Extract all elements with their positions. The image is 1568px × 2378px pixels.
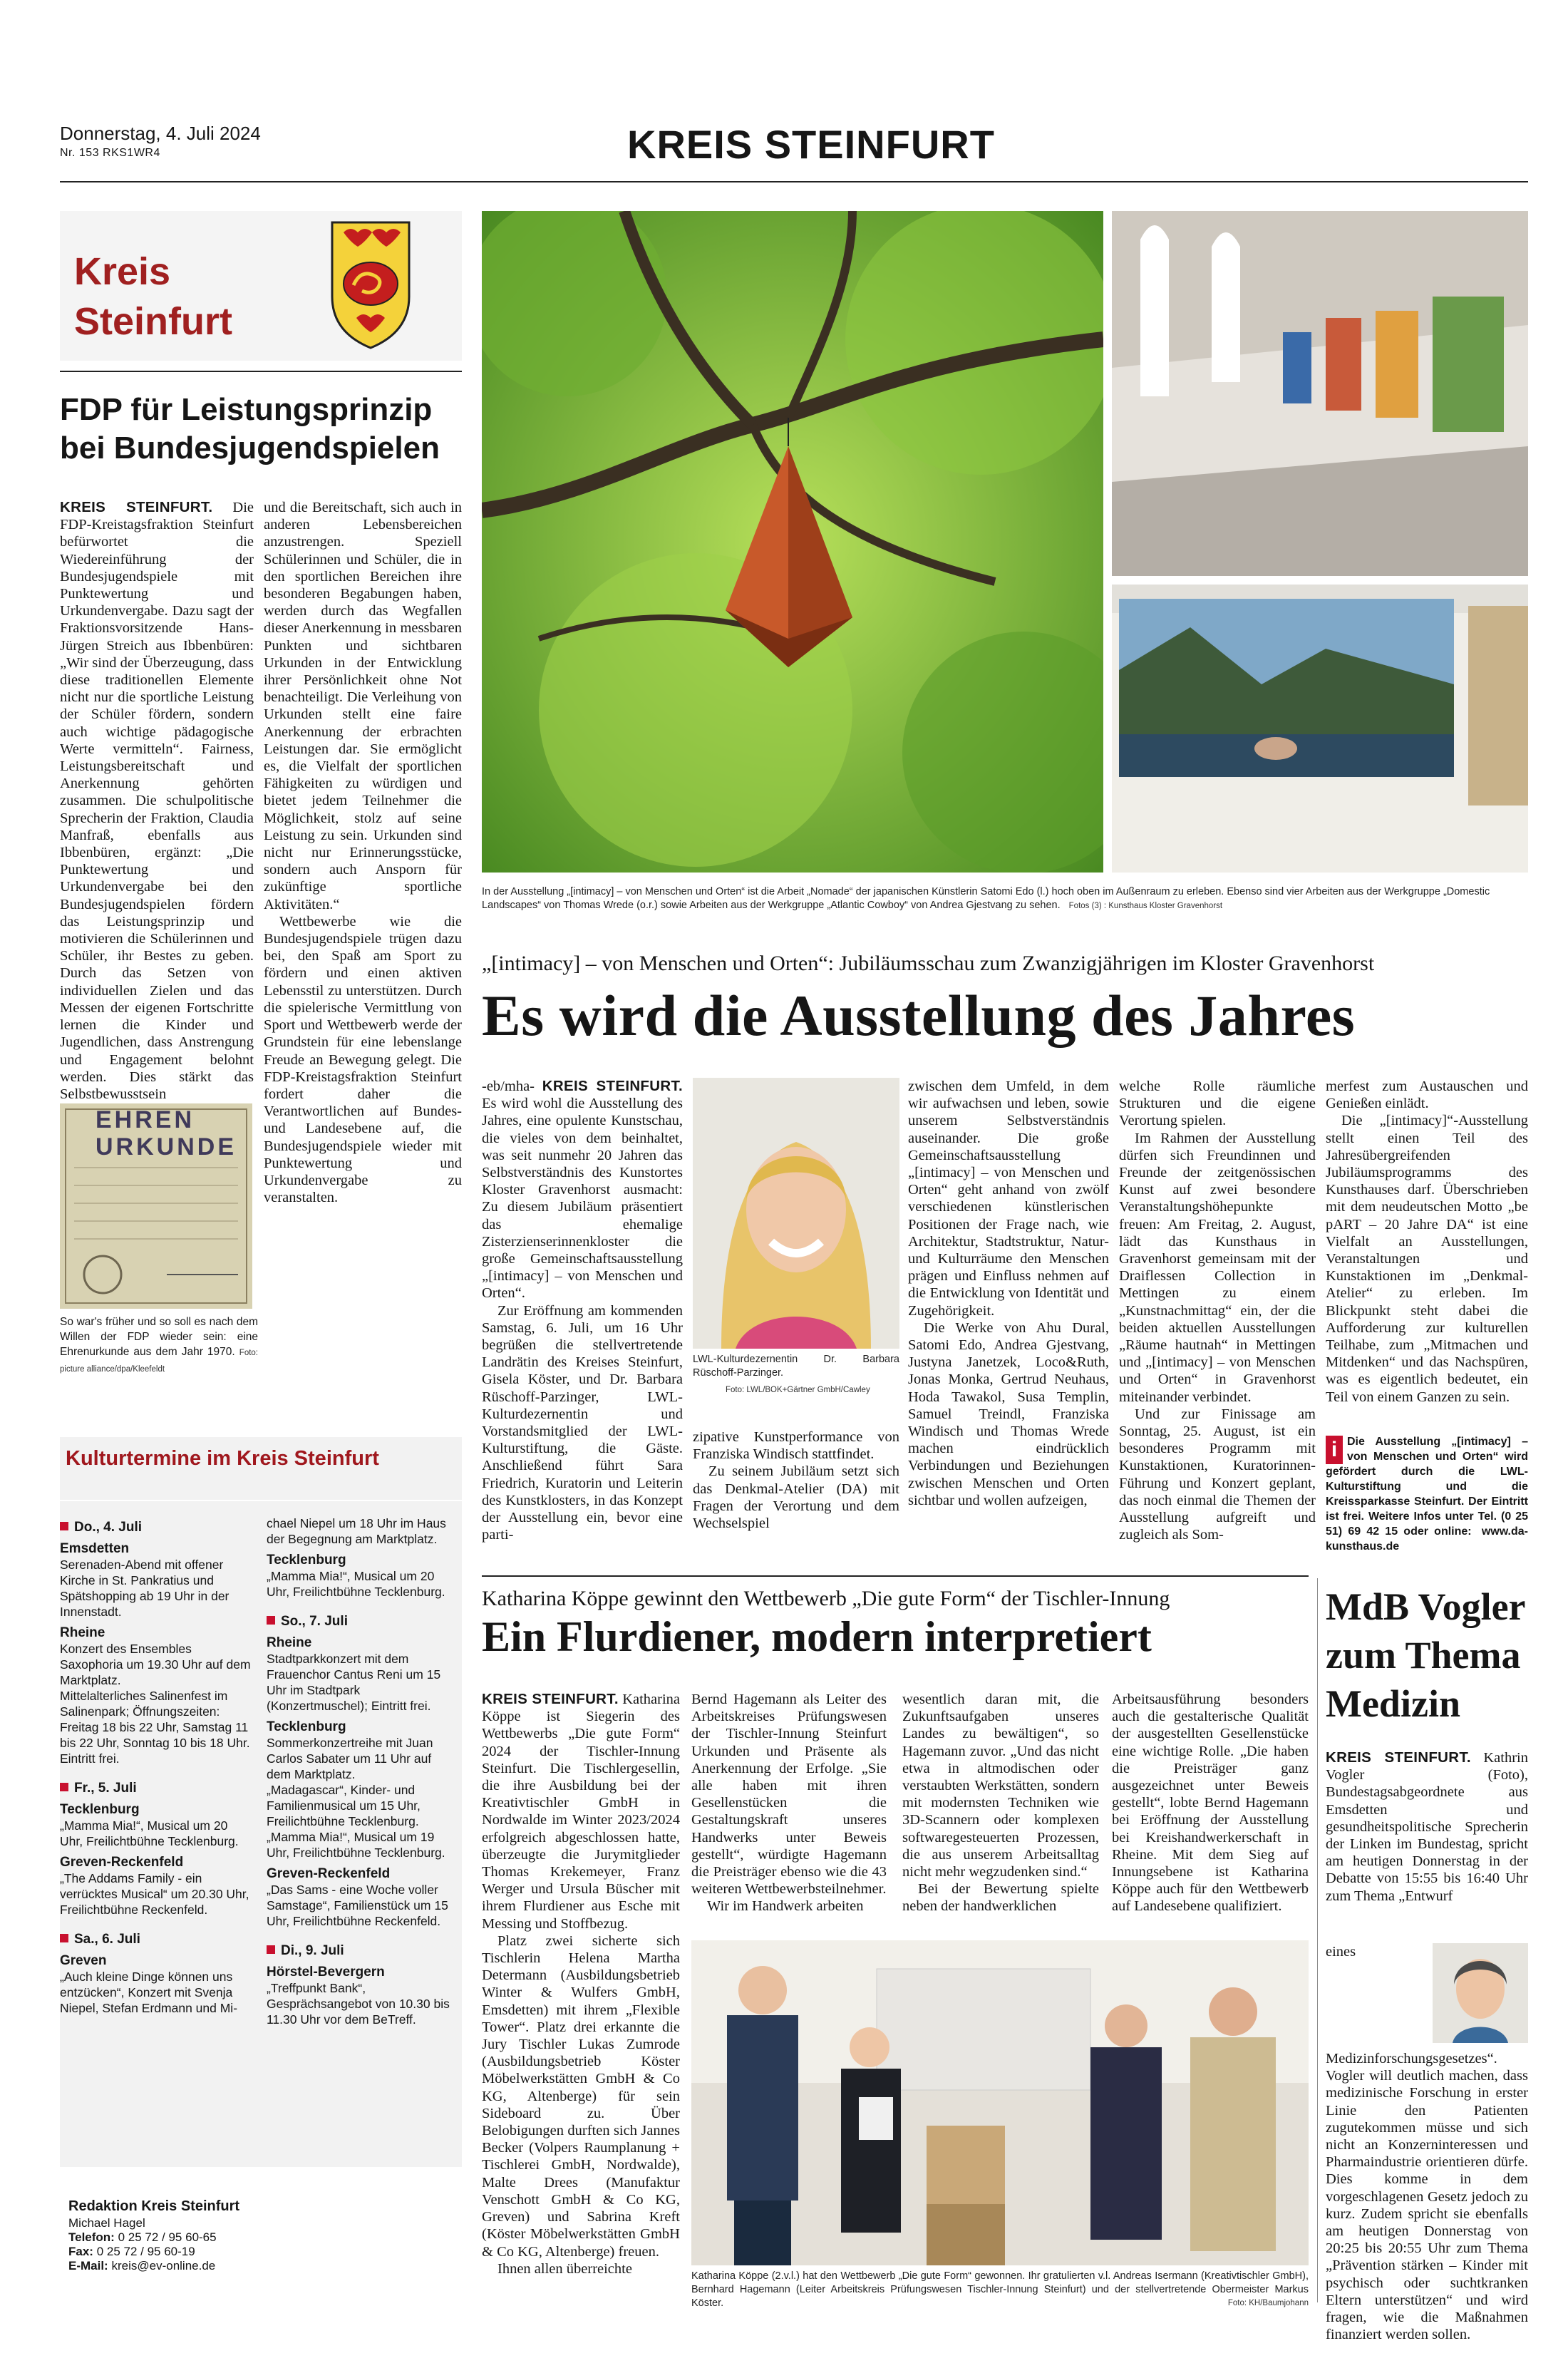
event-description: Mittelalterliches Salinenfest im Salinenpark; Öffnungszeiten: Freitag 18 bis 22 Uhr, Samstag 11 bis 22 Uhr, Sonntag 10 bis 18 Uhr. Eintritt frei. <box>60 1689 250 1766</box>
exhibition-column-3 <box>908 1078 1109 1509</box>
tischler-photo-caption <box>691 2270 1309 2310</box>
exhibition-info-box <box>1326 1434 1528 1554</box>
event-place: Tecklenburg <box>267 1719 346 1734</box>
redaktion-title: Redaktion Kreis Steinfurt <box>68 2198 240 2214</box>
exhibition-column-4 <box>1119 1078 1316 1543</box>
tischler-text-1: Katharina Köppe ist Siegerin des Wettbewerbs „Die gute Form“ 2024 der Tischler-Innung Steinfurt. Die Tischlergesellin, die ihre Ausbildung bei der Kreativtischler GmbH in Nordwalde im Winter 2023/2024 erfolgreich abgeschlossen hatte, überzeugte die Jurymitglieder Thomas Krekemeyer, Franz Werger und Ursula Büscher mit ihrem Flurdiener aus Esche mit Messing und Stoffbezug. <box>482 1692 681 1932</box>
vogler-column <box>1326 1749 1528 1905</box>
event-description: „Mamma Mia!“, Musical um 19 Uhr, Freilichtbühne Tecklenburg. <box>267 1830 445 1860</box>
vogler-left-rule <box>1317 1578 1318 2302</box>
tischler-text-7: Bei der Bewertung spielte neben der handwerklichen <box>902 1881 1099 1915</box>
event-day-label: So., 7. Juli <box>281 1614 348 1629</box>
event-description: „Das Sams - eine Woche voller Samstage“, Familienstück um 15 Uhr, Freilichtbühne Reckenfeld. <box>267 1883 448 1928</box>
event-day-label: Fr., 5. Juli <box>74 1781 137 1796</box>
event-day-heading <box>267 1614 459 1630</box>
tischler-text-6: wesentlich daran mit, die Zukunftsaufgaben unseres Landes zu bewältigen“, so Hagemann zuvor. „Und das nicht etwa in altmodischen oder verstaubten Werkstätten, sondern mit modernsten Techniken wie 3D-Scannern oder komplexen softwaregesteuerten Prozessen, die aus unserem Arbeitsalltag nicht mehr wegzudenken sind.“ <box>902 1692 1099 1880</box>
exhibition-headline: Es wird die Ausstellung des Jahres <box>482 983 1356 1048</box>
exhibition-text-11: Die „[intimacy]“-Ausstellung stellt einen Teil des Jahresübergreifenden Jubiläumsprogramms des Kunsthauses darf. Überschrieben mit dem neudeutschen Motto „be pART – 20 Jahre DA“ ist eine Vielfalt an Ausstellungen, Veranstaltungen und Kunstaktionen im „Denkmal-Atelier“ zu erleben. Im Blickpunkt steht dabei die Aufforderung zur kulturellen Teilhabe, zum „Mitmachen und Mitdenken“ und das Nachspüren, was es eigentlich bedeutet, ein Teil von einem Ganzen zu sein. <box>1326 1113 1528 1405</box>
tischler-top-rule <box>482 1575 1309 1577</box>
event-description: „Mamma Mia!“, Musical um 20 Uhr, Freilichtbühne Tecklenburg. <box>267 1569 445 1599</box>
urkunde-title-2: URKUNDE <box>96 1133 237 1160</box>
kreis-steinfurt-coat-of-arms <box>328 218 413 351</box>
vogler-headline: MdB Vogler zum Thema Medizin <box>1326 1585 1525 1725</box>
tischler-caption-credit: Foto: KH/Baumjohann <box>1227 2299 1309 2307</box>
fdp-dateline: KREIS STEINFURT. <box>60 499 213 515</box>
event-day-heading <box>60 1932 252 1947</box>
exhibition-info-link[interactable]: www.da-kunsthaus.de <box>1326 1525 1528 1553</box>
exhibition-column-2 <box>693 1429 899 1532</box>
exhibition-text-7: welche Rolle räumliche Strukturen und die eigene Verortung spielen. <box>1119 1079 1316 1129</box>
urkunde-title-1: EHREN <box>96 1106 195 1133</box>
tischler-caption-text: Katharina Köppe (2.v.l.) hat den Wettbewerb „Die gute Form“ gewonnen. Ihr gratulierten v.l. Andreas Isermann (Kreativtischler GmbH), Bernhard Hagemann (Leiter Arbeitskreis Prüfungswesen Tischler-Innung Steinfurt) und der stellvertretende Obermeister Markus Köster. <box>691 2270 1309 2309</box>
event-description: Stadtparkkonzert mit dem Frauenchor Cantus Reni um 15 Uhr im Stadtpark (Konzertmuschel); Eintritt frei. <box>267 1652 441 1713</box>
info-icon: i <box>1326 1436 1343 1464</box>
fdp-text-3: Wettbewerbe wie die Bundesjugendspiele trügen dazu bei, den Spaß am Sport zu fördern und einen aktiven Lebensstil zu unterstützen. Durch die spielerische Vermittlung von Sport und Wettbewerb werde der Grundstein für eine lebenslange Freude an Bewegung gelegt. Die FDP-Kreistagsfraktion Steinfurt fordert daher die Verantwortlichen auf Bundes- und Landesebene auf, die Bundesjugendspiele wieder mit Punktewertung und Urkundenvergabe zu veranstalten. <box>264 913 462 1206</box>
masthead-date: Donnerstag, 4. Juli 2024 <box>60 123 261 144</box>
event-description: Sommerkonzertreihe mit Juan Carlos Sabater um 11 Uhr auf dem Marktplatz. <box>267 1736 433 1781</box>
exhibition-text-8: Im Rahmen der Ausstellung dürfen sich Freundinnen und Freunde der zeitgenössischen Kunst auf zwei besondere Veranstaltungshöhepunkte freuen: Am Freitag, 2. August, lädt das Kunsthaus in Gravenhorst gemeinsam mit der Draiflessen Collection in Mettingen zu einem „Kunstnachmittag“ ein, der die beiden aktuellen Ausstellungen „Räume hautnah“ in Mettingen und „[intimacy] – von Menschen und Orten“ in Gravenhorst miteinander verbindet. <box>1119 1130 1316 1405</box>
exhibition-text-9: Und zur Finissage am Sonntag, 25. August, ist ein besonderes Programm mit Kunstaktionen, Kuratorinnen-Führung und Konzert geplant, das noch einmal die Themen der Ausstellung aufgreift und zugleich als Som- <box>1119 1406 1316 1543</box>
kultur-column-1 <box>60 1505 252 2016</box>
tischler-text-2: Platz zwei sicherte sich Tischlerin Helena Martha Determann (Ausbildungsbetrieb Winter & Wulfers GmbH, Emsdetten) mit ihrem „Flexible Tower“. Platz drei erkannte die Jury Tischler Lukas Zumrode (Ausbildungsbetrieb Köster Möbelwerkstätten GmbH & Co KG, Altenberge) für sein Sideboard zu. Über Belobigungen durften sich Jannes Becker (Volpers Raumplanung + Tischlerei GmbH, Nordwalde), Malte Drees (Manufaktur Venschott GmbH & Co KG, Greven) und Sabrina Kreft (Köster Möbelwerkstätten GmbH & Co KG, Altenberge) freuen. <box>482 1932 680 2260</box>
event-description: chael Niepel um 18 Uhr im Haus der Begegnung am Marktplatz. <box>267 1516 446 1546</box>
redaktion-phone-label: Telefon: <box>68 2230 115 2244</box>
tischler-text-3: Ihnen allen überreichte <box>497 2260 632 2277</box>
event-description: „Auch kleine Dinge können uns entzücken“, Konzert mit Svenja Niepel, Stefan Erdmann und Mi- <box>60 1970 238 2015</box>
redaktion-phone-number[interactable]: 0 25 72 / 95 60-65 <box>118 2230 217 2244</box>
event-day-heading <box>60 1520 252 1535</box>
fdp-column-2 <box>264 499 462 1206</box>
exhibition-photo-caption <box>482 885 1528 913</box>
event-day-label: Di., 9. Juli <box>281 1943 344 1958</box>
vogler-text-1: Kathrin Vogler (Foto), Bundestagsabgeordnete aus Emsdetten und gesundheitspolitische Sprecherin der Linken im Bundestag, spricht am heutigen Donnerstag in der Debatte von 15:55 bis 16:40 Uhr zum Thema „Entwurf <box>1326 1750 1528 1904</box>
event-description: „Mamma Mia!“, Musical um 20 Uhr, Freilichtbühne Tecklenburg. <box>60 1818 239 1848</box>
bullet-square-icon <box>267 1945 275 1954</box>
tischler-column-4 <box>1112 1691 1309 1915</box>
fdp-column-1 <box>60 499 254 1103</box>
event-description: „Madagascar“, Kinder- und Familienmusical um 15 Uhr, Freilichtbühne Tecklenburg. <box>267 1783 421 1828</box>
kultur-title-rule <box>60 1500 462 1501</box>
domestic-landscapes-photo <box>1112 211 1528 576</box>
exhibition-column-5 <box>1326 1078 1528 1406</box>
tischler-kicker: Katharina Köppe gewinnt den Wettbewerb „Die gute Form“ der Tischler-Innung <box>482 1587 1170 1610</box>
tischler-text-4: Bernd Hagemann als Leiter des Arbeitskreises Prüfungswesen der Tischler-Innung Steinfurt Urkunden und Präsente als Anerkennung der Erfolge. „Sie alle haben mit ihren Gesellenstücken die Gestaltungskraft unseres Handwerks unter Beweis gestellt“, würdigte Hagemann die Preisträger ebenso wie die 43 weiteren Wettbewerbsteilnehmer. <box>691 1692 887 1898</box>
tischler-text-5: Wir im Handwerk arbeiten <box>707 1898 864 1915</box>
fdp-text-2: und die Bereitschaft, sich auch in anderen Lebensbereichen anzustrengen. Speziell Schülerinnen und Schüler, die in den sportlichen Bereichen ihre besonderen Begabungen haben, werden durch das Wegfallen dieser Anerkennung in messbaren Punkten und sichtbaren Urkunden in der Entwicklung ihrer Persönlichkeit ohne Not benachteiligt. Die Verleihung von Urkunden stellt eine faire Anerkennung der erbrachten Leistungen dar. Sie ermöglicht es, die Vielfalt der sportlichen Fähigkeiten zu würdigen und bietet jedem Teilnehmer die Möglichkeit, stolz auf seine Leistung zu sein. Urkunden sind nicht nur Erinnerungsstücke, sondern auch Ansporn für zukünftige sportliche Aktivitäten.“ <box>264 500 462 912</box>
kultur-column-2 <box>267 1515 459 2027</box>
exhibition-text-4: Zu seinem Jubiläum setzt sich das Denkmal-Atelier (DA) mit Fragen der Verortung und dem Wechselspiel <box>693 1463 899 1532</box>
event-day-heading <box>60 1781 252 1796</box>
atlantic-cowboy-photo <box>1112 585 1528 873</box>
fdp-caption-text: So war's früher und so soll es nach dem Willen der FDP wieder sein: eine Ehrenurkunde aus dem Jahr 1970. <box>60 1316 258 1358</box>
exhibition-text-3: zipative Kunstperformance von Franziska Windisch stattfindet. <box>693 1429 899 1463</box>
exhibition-caption-credit: Fotos (3) : Kunsthaus Kloster Gravenhorst <box>1068 902 1223 910</box>
exhibition-text-2: Zur Eröffnung am kommenden Samstag, 6. Juli, um 16 Uhr begrüßen die stellvertretende Landrätin des Kreises Steinfurt, Gisela Köster, und Dr. Barbara Rüschoff-Parzinger, LWL-Kulturdezernentin und Vorstandsmitglied der LWL-Kulturstiftung, die Gäste. Anschließend führt Sara Friedrich, Kuratorin und Leiterin des Kunstklosters, in das Konzept der Ausstellung ein, bevor eine parti- <box>482 1302 683 1543</box>
logo-text-line1: Kreis <box>74 250 171 293</box>
exhibition-dateline: KREIS STEINFURT. <box>542 1078 683 1094</box>
bullet-square-icon <box>60 1783 68 1791</box>
exhibition-info-text: Die Ausstellung „[intimacy] – von Menschen und Orten“ wird gefördert durch die LWL-Kulturstiftung und die Kreissparkasse Steinfurt. Der Eintritt ist frei. Weitere Infos unter Tel. (0 25 51) 69 42 15 oder online: <box>1326 1436 1528 1538</box>
event-place: Tecklenburg <box>60 1802 140 1817</box>
redaktion-box <box>60 2198 462 2273</box>
redaktion-email <box>68 2259 462 2273</box>
exhibition-text-5: zwischen dem Umfeld, in dem wir aufwachsen und leben, sowie unserem Selbstverständnis auseinander. Die große Gemeinschaftsausstellung „[intimacy] – von Menschen und Orten“ geht anhand von zwölf verschiedenen künstlerischen Positionen der Frage nach, wie Architektur, Stadtstruktur, Natur- und Kulturräume den Menschen prägen und Einfluss nehmen auf die Entwicklung von Identität und Zugehörigkeit. <box>908 1079 1109 1319</box>
redaktion-fax-number: 0 25 72 / 95 60-19 <box>96 2245 195 2258</box>
fdp-text-1: Die FDP-Kreistagsfraktion Steinfurt befürwortet die Wiedereinführung der Bundesjugendspiele mit Punktewertung und Urkundenvergabe. Dazu sagt der Fraktionsvorsitzende Hans-Jürgen Streich aus Ibbenbüren: „Wir sind der Überzeugung, dass diese traditionellen Elemente nicht nur die sportliche Leistung der Schüler fördern, sondern auch wichtige pädagogische Werte vermitteln“. Fairness, Leistungsbereitschaft und Anerkennung gehörten zusammen. Die schulpolitische Sprecherin der Fraktion, Claudia Manfraß, ebenfalls aus Ibbenbüren, ergänzt: „Die Punktewertung und Urkundenvergabe bei den Bundesjugendspielen fördern das Leistungsprinzip und motivieren die Schülerinnen und Schüler, ihr Bestes zu geben. Durch das Setzen von individuellen Zielen und das Messen der eigenen Fortschritte lernen die Kinder und Jugendlichen, dass Anstrengung und Engagement belohnt werden. Dies stärkt das Selbstbewusstsein <box>60 500 254 1102</box>
fdp-headline: FDP für Leistungsprinzip bei Bundesjugendspielen <box>60 392 440 465</box>
tischler-column-3 <box>902 1691 1099 1915</box>
event-place: Tecklenburg <box>267 1553 346 1568</box>
event-day-label: Sa., 6. Juli <box>74 1932 140 1947</box>
exhibition-text-1: Es wird wohl die Ausstellung des Jahres, eine opulente Kunstschau, die vieles von dem beinhaltet, was seit nunmehr 20 Jahren das Selbstverständnis des Kunstortes Kloster Gravenhorst ausmacht: Zu diesem Jubiläum präsentiert das ehemalige Zisterzienserinnenkloster die große Gemeinschaftsausstellung „[intimacy] – von Menschen und Orten“. <box>482 1096 683 1302</box>
tischler-headline: Ein Flurdiener, modern interpretiert <box>482 1613 1152 1660</box>
event-place: Emsdetten <box>60 1541 130 1556</box>
exhibition-kicker: „[intimacy] – von Menschen und Orten“: Jubiläumsschau zum Zwanzigjährigen im Kloster Gravenhorst <box>482 952 1375 975</box>
bullet-square-icon <box>60 1934 68 1942</box>
fdp-photo-caption <box>60 1314 258 1377</box>
tischler-dateline: KREIS STEINFURT. <box>482 1691 619 1707</box>
event-place: Greven-Reckenfeld <box>60 1855 184 1870</box>
exhibition-column-1 <box>482 1078 683 1543</box>
tischler-text-8: Arbeitsausführung besonders auch die gestalterische Qualität der ausgestellten Gesellenstücke eine wichtige Rolle. „Die haben die Preisträger ganz ausgezeichnet unter Beweis gestellt“, lobte Bernd Hagemann bei Eröffnung der Ausstellung bei Kreishandwerkerschaft in Rheine. Mit dem Sieg auf Innungsebene ist Katharina Köppe auch für den Wettbewerb auf Landesebene qualifiziert. <box>1112 1692 1309 1915</box>
bullet-square-icon <box>267 1616 275 1625</box>
vogler-dateline: KREIS STEINFURT. <box>1326 1749 1471 1766</box>
exhibition-text-10: merfest zum Austauschen und Genießen einlädt. <box>1326 1079 1528 1112</box>
event-day-heading <box>267 1943 459 1959</box>
portrait-rueschoff-parzinger <box>693 1078 899 1349</box>
redaktion-name: Michael Hagel <box>68 2216 145 2230</box>
exhibition-text-6: Die Werke von Ahu Dural, Satomi Edo, Andrea Gjestvang, Justyna Janetzek, Loco&Ruth, Jonas Monka, Gertrud Neuhaus, Hoda Tawakol, Susa Templin, Samuel Treindl, Franziska Windisch und Thomas Wrede machen eindrücklich Verbindungen und Beziehungen zwischen Menschen und Orten sichtbar und wollen aufzeigen, <box>908 1319 1109 1508</box>
fdp-caption-credit: Foto: picture alliance/dpa/Kleefeldt <box>60 1349 259 1374</box>
portrait-credit: Foto: LWL/BOK+Gärtner GmbH/Cawley <box>726 1386 870 1394</box>
event-description: „The Addams Family - ein verrücktes Musical“ um 20.30 Uhr, Freilichtbühne Reckenfeld. <box>60 1871 249 1917</box>
fdp-top-rule <box>60 371 462 372</box>
tischler-column-2 <box>691 1691 887 1915</box>
redaktion-email-link[interactable]: kreis@ev-online.de <box>111 2259 216 2273</box>
event-description: „Treffpunkt Bank“, Gesprächsangebot von 10.30 bis 11.30 Uhr vor dem BeTreff. <box>267 1981 450 2027</box>
exhibition-dateline-author: -eb/mha- <box>482 1079 535 1094</box>
nomade-artwork-photo <box>482 211 1103 873</box>
bullet-square-icon <box>60 1522 68 1530</box>
redaktion-fax <box>68 2245 462 2259</box>
event-place: Rheine <box>60 1625 105 1640</box>
vogler-column-2 <box>1326 1943 1528 2343</box>
exhibition-caption-text: In der Ausstellung „[intimacy] – von Menschen und Orten“ ist die Arbeit „Nomade“ der japanischen Künstlerin Satomi Edo (l.) hoch oben im Außenraum zu erleben. Ebenso sind vier Arbeiten aus der Werkgruppe „Domestic Landscapes“ von Thomas Wrede (o.r.) sowie Arbeiten aus der Werkgruppe „Atlantic Cowboy“ von Andrea Gjestvang zu sehen. <box>482 886 1490 911</box>
event-day-label: Do., 4. Juli <box>74 1520 143 1535</box>
vogler-text-2: eines Medizinforschungsgesetzes“. Vogler will deutlich machen, dass medizinische Forschung in erster Linie den Patienten zugutekommen müsse und sich nicht an Konzerninteressen und Pharmaindustrie orientieren dürfe. Dies komme in dem vorgeschlagenen Gesetz jedoch zu kurz. Zudem spricht sie ebenfalls am heutigen Donnerstag von 20:25 bis 20:55 Uhr zum Thema „Prävention stärken – Kinder mit psychisch oder suchtkranken Eltern unterstützen“ und wird fragen, wie die Maßnahmen finanziert werden sollen. <box>1326 1944 1528 2343</box>
logo-text-line2: Steinfurt <box>74 300 232 343</box>
redaktion-fax-label: Fax: <box>68 2245 93 2258</box>
section-title: KREIS STEINFURT <box>627 122 995 167</box>
event-place: Greven-Reckenfeld <box>267 1866 391 1881</box>
redaktion-phone <box>68 2230 462 2245</box>
portrait-caption: LWL-Kulturdezernentin Dr. Barbara Rüschoff-Parzinger. <box>693 1354 899 1379</box>
tischler-column-1 <box>482 1691 680 2277</box>
event-place: Rheine <box>267 1635 312 1650</box>
event-description: Konzert des Ensembles Saxophoria um 19.30 Uhr auf dem Marktplatz. <box>60 1642 251 1687</box>
event-description: Serenaden-Abend mit offener Kirche in St. Pankratius und Spätshopping ab 19 Uhr in der Innenstadt. <box>60 1558 229 1619</box>
tischler-group-photo <box>691 1940 1309 2265</box>
kultur-title: Kulturtermine im Kreis Steinfurt <box>66 1447 379 1470</box>
event-place: Greven <box>60 1953 107 1968</box>
event-place: Hörstel-Bevergern <box>267 1965 385 1980</box>
masthead-issue: Nr. 153 RKS1WR4 <box>60 147 160 159</box>
masthead-rule <box>60 181 1528 182</box>
redaktion-email-label: E-Mail: <box>68 2259 108 2273</box>
